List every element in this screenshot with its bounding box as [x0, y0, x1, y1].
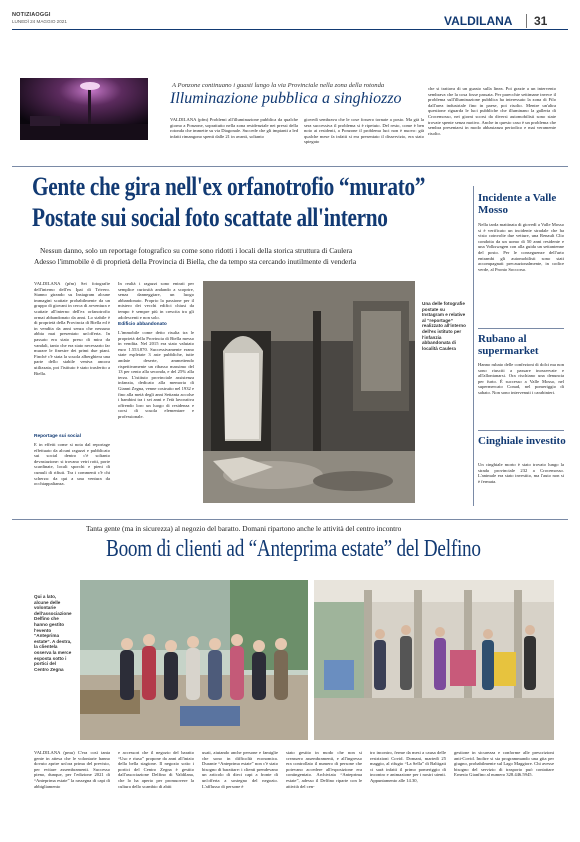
sidebar-rubano-text: Hanno rubato delle confezioni di dolci ma non sono riusciti a passare inosservate e all'allontanarsi. Ora rischiano una denuncia per furto. È successo a Valle Mosso, nel supermercato Conad, nel pomeriggio di sabato. Non sono intervenuti i carabinieri. — [478, 362, 564, 395]
story2-col2-subhead: Edificio abbandonato — [118, 322, 167, 327]
volunteers-group-photo — [80, 580, 308, 740]
story1-headline: Illuminazione pubblica a singhiozzo — [170, 90, 402, 107]
street-lamp-photo — [20, 78, 148, 140]
story2-headline2: Postate sui social foto scattate all'interno — [32, 203, 388, 232]
story3-col5: tro incontro, ferme da mesi a causa delle restrizioni Covid. Domani, martedì 25 maggio, al rifugio “La Sella” di Baltigati ci sarà infatti il primo pomeriggio di incontro e animazione per i nostri utenti. Appuntamento alle 14.30, — [370, 750, 446, 783]
story2-col1-subhead: Reportage sui social — [34, 434, 81, 439]
story3-photo-caption: Qui a lato, alcune delle volontarie dell'associazione Delfino che hanno gestito l'evento “Anteprima estate”. A destra, la clientela osserva la merce esposta sotto i portici del Centro Zegna — [34, 594, 72, 672]
sidebar-rule-1 — [478, 328, 564, 329]
sidebar-left-rule — [473, 186, 474, 506]
sidebar-rule-2 — [478, 430, 564, 431]
masthead-section: VALDILANA — [444, 14, 513, 28]
sidebar-incidente-text: Nella tarda mattinata di giovedì a Valle Mosso si è verificato un incidente stradale che ha visto coinvolte due vetture, una Renault Clio condotta da un uomo di 50 anni residente e una Volkswagen con alla guida un settantenne del posto. Per le conseguenze dell'urto entrambi gli automobilisti sono stati accompagnati precauzionalmente, in codice verde, al Pronto Soccorso. — [478, 222, 564, 272]
story1-kicker: A Ponzone continuano i guasti lungo la via Provinciale nella zona della rotonda — [172, 82, 385, 89]
masthead-divider — [526, 14, 527, 28]
story1-col1: VALDILANA (pfm) Problemi all'illuminazione pubblica da qualche giorno a Ponzone, soprattutto nella zona residenziale nei pressi della rotonda che immette su via Diagonale. Succede che gli impianti a led infatti rimangono spenti dalle 21 in avanti, soltanto — [170, 117, 298, 139]
masthead-date: LUNEDÌ 24 MAGGIO 2021 — [12, 19, 67, 24]
sidebar-cinghiale-text: Un cinghiale morto è stato trovato lungo la strada provinciale 232 a Crocemosso. L'animale era stato investito, ma l'auto non si è fermata. — [478, 462, 564, 484]
story2-col1: VALDILANA (pfm) Sei fotografie dell'interno dell'ex Ipai di Trivero. Stanno girando su Instagram alcune immagini scattate probabilmente da un gruppo di giovani in cerca di avventura e scattate all'interno dell'ex orfanotrofio ormai abbandonato da anni. Lo stabile è di proprietà della Provincia di Biella ed è in vendita da anni senza che nessuno abbia mai presentato un'offerta. In passato era stato preso di mira da vandali, tanto che era stato necessario far murare le finestre dei primi due piani. Finché c'è stata la scuola alberghiera una parte dello stabile veniva ancora utilizzata, poi l'istituto è stato trasferito a Biella. — [34, 281, 110, 376]
story2-col2: In realtà i ragazzi sono entrati per semplice curiosità andando a scoprire, senza danneggiare, un luogo abbandonato. Proprio la passione per il mistero dei vecchi edifici chiusi da tempo è sempre più in crescita tra gli adolescenti e non solo. — [118, 281, 194, 320]
story3-col6: gestione in sicurezza e conforme alle prescrizioni anti-Covid. Inoltre si sta programmando una gita per giugno, probabilmente sul Lago Maggiore. Chi avesse bisogno del servizio di trasporto può contattare Ernesto Gianfino al numero 328.446.5945. — [454, 750, 554, 778]
story2-subhead1: Nessun danno, solo un reportage fotografico su come sono ridotti i locali della storica struttura di Caulera — [40, 246, 353, 255]
masthead-rule — [12, 29, 568, 30]
story3-col3: usati, aiutando anche persone e famiglie che sono in difficoltà economica. Durante “Anteprima estate” non c'è stato bisogno di barattare: i clienti prendevano un articolo di dieci capi a fronte di un'offerta a sostegno del negozio. L'afflusso di persone è — [202, 750, 278, 789]
porch-clothes-photo — [314, 580, 554, 740]
story3-headline: Boom di clienti ad “Anteprima estate” del Delfino — [106, 536, 481, 562]
sidebar-incidente-title: Incidente a Valle Mosso — [478, 192, 557, 216]
story2-headline1: Gente che gira nell'ex orfanotrofio “murato” — [32, 172, 426, 201]
sidebar-cinghiale-title: Cinghiale investito — [478, 435, 566, 447]
story2-col2b: L'immobile come detto risulta tra le proprietà della Provincia di Biella messo in vendita. Nel 2015 era stato valutato euro 1.553.870. Successivamente erano state espletate 3 aste pubbliche, tutte andate deserte, ammettendo rispettivamente un ribasso massimo del 13 per cento alla seconda, e del 25% alla terza. L'istituto provinciale assistenza infanzia, dedicato alla memoria di Gianni Zegna, venne costruito nel 1932 e fino alla metà degli anni Settanta accolse i bambini tra i sei anni e l'età lavorativa offrendo loro un luogo di residenza e corsi di scuola elementare e professionale. — [118, 330, 194, 419]
masthead-paper: NOTIZIAOGGI — [12, 12, 51, 18]
story1-col3: che si trattava di un guasto sulla linea. Poi grazie a un intervento sembrava che la cosa fosse passata. Per parecchie settimane invece il problema sull'illuminazione pubblica ha interessato la zona di Filo dall'area industriale fino in paese, poi risolto. Mentre un'altra questione riguarda le luci pubbliche che illuminano la galleria di Crocemosso, nei giorni scorsi da diversi automobilisti sono state trovate spente senza motivo. Anche in questo caso è un problema che sembra presentarsi in modo abbastanza periodico e mai veramente risolto. — [428, 86, 556, 136]
story3-kicker: Tanta gente (ma in sicurezza) al negozio del baratto. Domani ripartono anche le attività del centro incontro — [86, 524, 402, 533]
story2-col1b: E in effetti come si nota dal reportage effettuato da alcuni ragazzi e pubblicato sui social dentro c'è soltanto devastazione: si trovano vetri rotti, porte scardinate, locali sporchi e pieni di cumuli di rifiuti. Tra i commenti c'è chi scherza: da qui a una ventura da occhiappaltanza. — [34, 442, 110, 487]
sidebar-rubano-title: Rubano al supermarket — [478, 333, 539, 357]
story2-subhead2: Adesso l'immobile è di proprietà della Provincia di Biella, che da tempo sta cercando inutilmente di venderla — [34, 257, 357, 266]
story2-photo-caption: Una delle fotografie postate su Instagram e relative al “reportage” realizzato all'interno dell'ex istituto per l'infanzia abbandonata di località Caulera — [422, 301, 466, 351]
orphanage-interior-photo — [203, 281, 415, 503]
story3-col4: stato gestito in modo che non si creassero assembramenti, e all'ingresso era controllato il numero di persone che potevano accedere all'esposizione era contingentato. Archiviata “Anteprima estate”, adesso il Delfino riparte con le attività del cen- — [286, 750, 362, 789]
story1-col2: giovedì sembrava che le cose fossero tornate a posto. Ma già la sera successiva il problema si è ripetuto. Del resto, come è ben noto ai residenti, a Ponzone il problema luci non è nuovo: già qualche mese fa infatti si era presentato il disservizio, era stato spiegato — [304, 117, 424, 145]
page-number: 31 — [534, 14, 548, 28]
story3-col2: e accessori che il negozio del baratto “Uso e riuso” propone da anni all'inizio della bella stagione. Il negozio sotto i portici del Centro Zegna è gestito dall'associazione Delfino di Valdilana, che lo ha aperto per promuovere la cultura dello scambio di abiti — [118, 750, 194, 789]
story3-col1: VALDILANA (pmu) C'era così tanta gente in attesa che le volontarie hanno dovuto aprire un'ora prima del previsto, per evitare assembramenti. Successo pieno, dunque, per l'edizione 2021 di “Anteprima estate” la rassegna di capi di abbigliamento — [34, 750, 110, 789]
story1-rule — [12, 166, 568, 167]
story3-rule — [12, 519, 568, 520]
